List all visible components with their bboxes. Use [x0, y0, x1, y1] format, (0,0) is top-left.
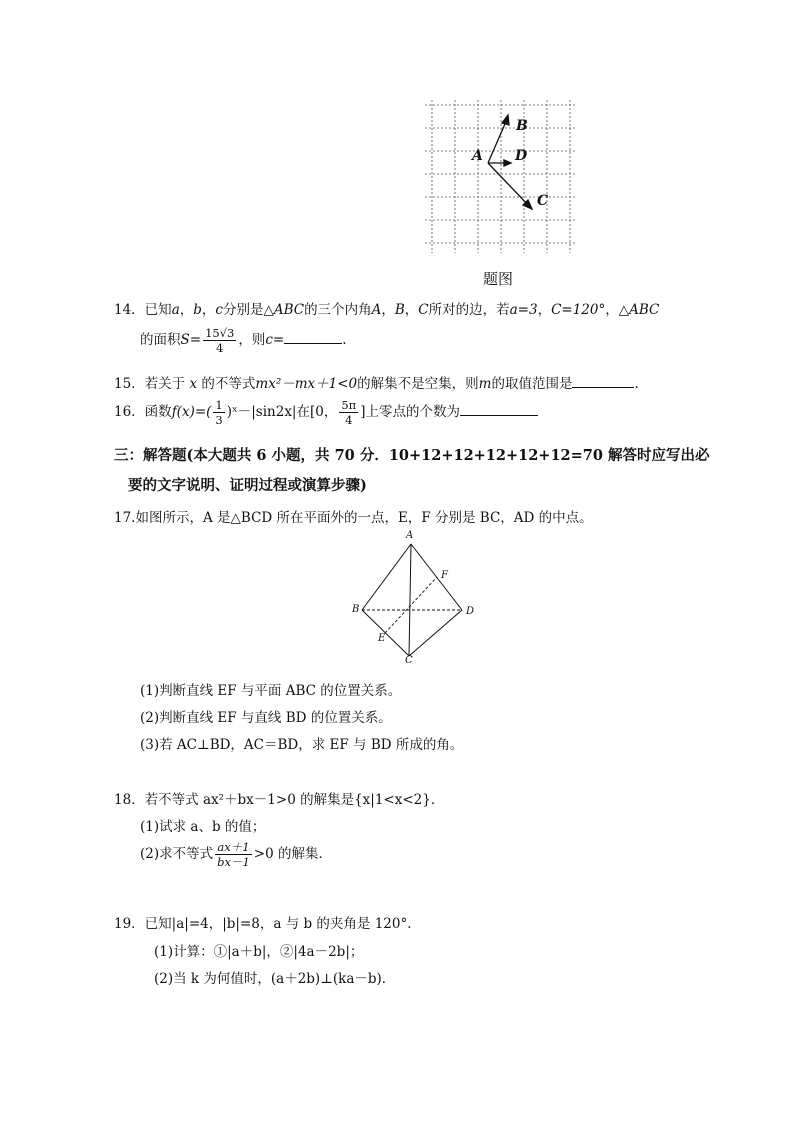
tetrahedron-figure [345, 532, 485, 670]
fraction: $\frac{5\pi}{4}$ [341, 398, 357, 427]
question-14-line1: 14．已知a，b，c分别是△ABC的三个内角A，B，C所对的边，若a=3，C=120°，△ABC [114, 302, 660, 318]
label-B: B [516, 118, 528, 134]
fraction: $\frac{1}{3}$ [215, 398, 223, 427]
question-14-line2: 的面积S= $\frac{15√3}{4}$ ，则c= . [140, 326, 347, 355]
label-D: D [515, 148, 528, 164]
fraction: $\frac{15√3}{4}$ [205, 326, 235, 355]
grid-svg [420, 95, 580, 260]
fraction: $\frac{ax+1}{bx-1}$ [217, 840, 250, 869]
question-18-intro: 18．若不等式 ax²＋bx－1>0 的解集是{x|1<x<2}． [114, 792, 445, 808]
label-C: C [405, 655, 413, 666]
section-heading-line1: 三：解答题(本大题共 6 小题，共 70 分．10+12+12+12+12+12=70 解答时应写出必 [114, 447, 710, 464]
grid-figure [420, 95, 580, 260]
question-18-part1: (1)试求 a、b 的值； [140, 819, 266, 835]
question-18-part2: (2)求不等式 $\frac{ax+1}{bx-1}$ >0 的解集． [140, 840, 332, 869]
section-heading-line2: 要的文字说明、证明过程或演算步骤) [128, 477, 367, 494]
question-19-part2: (2)当 k 为何值时，(a＋2b)⊥(ka－b)． [154, 971, 396, 987]
answer-blank[interactable] [572, 374, 634, 388]
label-F: F [441, 570, 448, 581]
question-17-part2: (2)判断直线 EF 与直线 BD 的位置关系。 [140, 710, 392, 726]
figure-caption: 题图 [483, 270, 514, 288]
question-17-part1: (1)判断直线 EF 与平面 ABC 的位置关系。 [140, 683, 402, 699]
question-19-intro: 19．已知|a|=4，|b|=8，a 与 b 的夹角是 120°. [114, 916, 412, 932]
tetrahedron-svg [345, 532, 485, 670]
label-B: B [352, 604, 360, 615]
question-17-intro: 17.如图所示，A 是△BCD 所在平面外的一点，E，F 分别是 BC，AD 的中点。 [114, 510, 593, 526]
answer-blank[interactable] [284, 330, 342, 344]
question-19-part1: (1)计算：①|a＋b|，②|4a－2b|； [154, 944, 364, 960]
question-17-part3: (3)若 AC⊥BD，AC＝BD，求 EF 与 BD 所成的角。 [140, 737, 464, 753]
label-D: D [466, 606, 475, 617]
question-16: 16．函数f(x)=( $\frac{1}{3}$ )ˣ－|sin2x|在[0， $\frac{5\pi}{4}$ ]上零点的个数为 [114, 398, 538, 427]
label-A: A [472, 148, 483, 164]
label-C: C [537, 193, 549, 209]
question-15: 15．若关于 x 的不等式mx²－mx＋1<0的解集不是空集，则m的取值范围是 . [114, 376, 639, 392]
label-A: A [406, 530, 414, 541]
label-E: E [378, 633, 386, 644]
answer-blank[interactable] [460, 402, 538, 416]
